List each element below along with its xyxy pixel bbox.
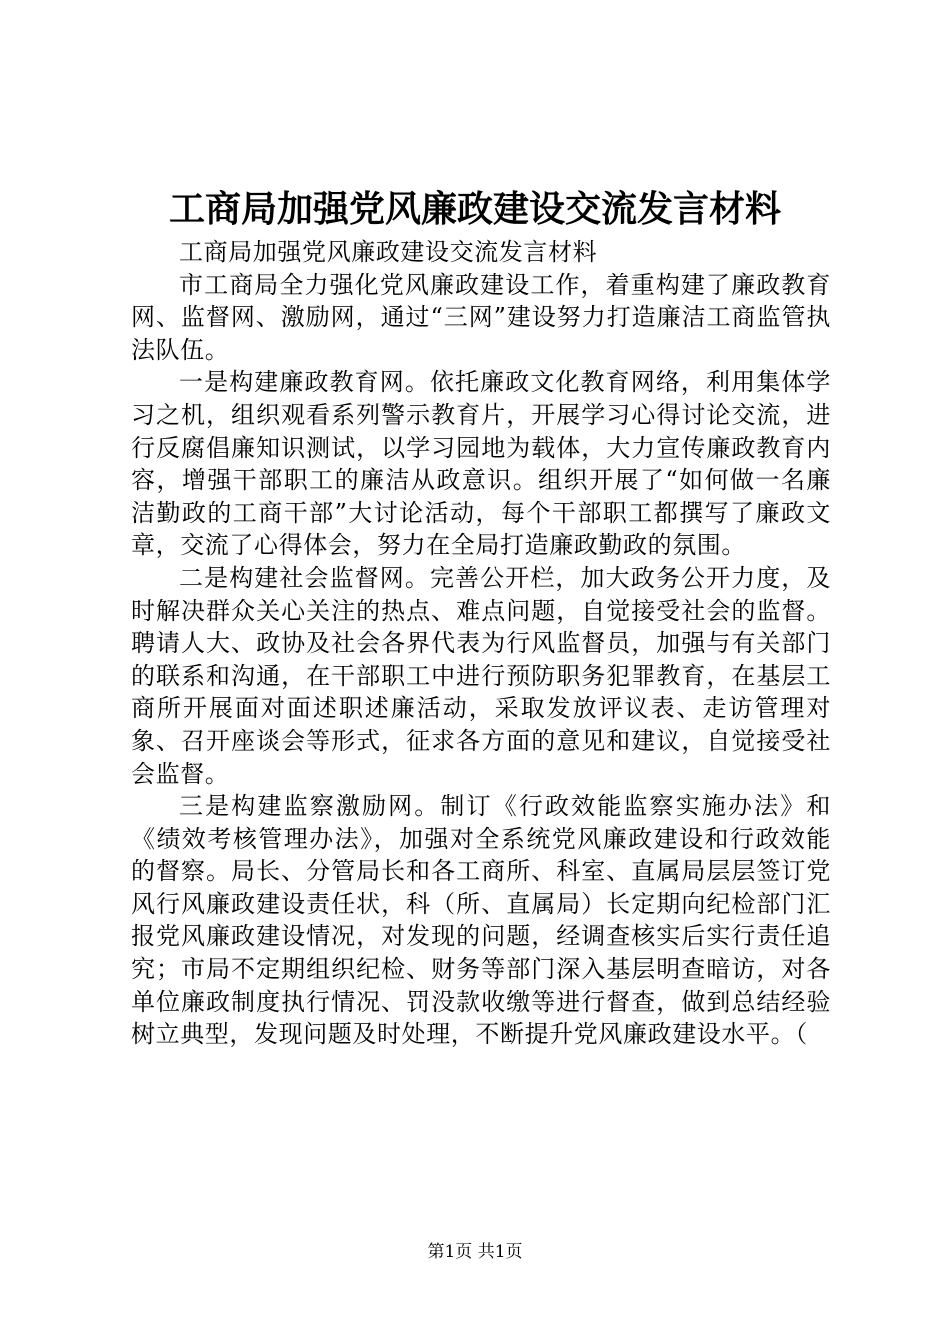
- paragraph-supervision-network: 二是构建社会监督网。完善公开栏，加大政务公开力度，及时解决群众关心关注的热点、难点问题，自觉接受社会的监督。聘请人大、政协及社会各界代表为行风监督员，加强与有关部门的联系和沟通，在干部职工中进行预防职务犯罪教育，在基层工商所开展面对面述职述廉活动，采取发放评议表、走访管理对象、召开座谈会等形式，征求各方面的意见和建议，自觉接受社会监督。: [131, 563, 831, 788]
- page-footer: 第1页 共1页: [427, 1242, 523, 1262]
- document-body: [131, 236, 831, 1051]
- paragraph-intro: 市工商局全力强化党风廉政建设工作，着重构建了廉政教育网、监督网、激励网，通过“三网”建设努力打造廉洁工商监管执法队伍。: [131, 270, 831, 364]
- paragraph-incentive-network: 三是构建监察激励网。制订《行政效能监察实施办法》和《绩效考核管理办法》，加强对全系统党风廉政建设和行政效能的督察。局长、分管局长和各工商所、科室、直属局层层签订党风行风廉政建设责任状，科（所、直属局）长定期向纪检部门汇报党风廉政建设情况，对发现的问题，经调查核实后实行责任追究；市局不定期组织纪检、财务等部门深入基层明查暗访，对各单位廉政制度执行情况、罚没款收缴等进行督查，做到总结经验树立典型，发现问题及时处理，不断提升党风廉政建设水平。（: [131, 792, 831, 1049]
- paragraph-education-network: 一是构建廉政教育网。依托廉政文化教育网络，利用集体学习之机，组织观看系列警示教育片，开展学习心得讨论交流，进行反腐倡廉知识测试，以学习园地为载体，大力宣传廉政教育内容，增强干部职工的廉洁从政意识。组织开展了“如何做一名廉洁勤政的工商干部”大讨论活动，每个干部职工都撰写了廉政文章，交流了心得体会，努力在全局打造廉政勤政的氛围。: [131, 368, 831, 560]
- paragraph-subtitle: 工商局加强党风廉政建设交流发言材料: [179, 238, 598, 266]
- document-title: 工商局加强党风廉政建设交流发言材料: [168, 188, 781, 230]
